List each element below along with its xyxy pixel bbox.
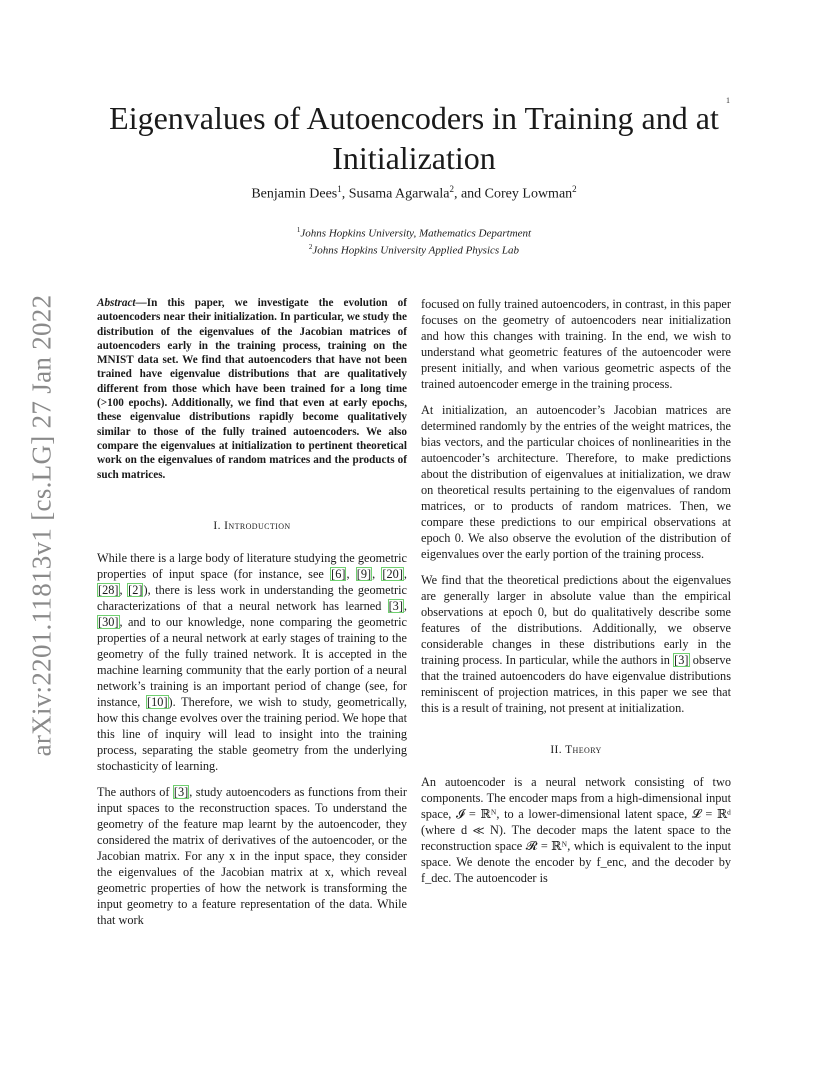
affiliation	[0, 224, 828, 241]
author-list	[0, 184, 828, 203]
text-run: , study autoencoders as functions from their input spaces to the reconstruction spaces. To understand the geometry of the feature map learnt by the autoencoder, they considered the matrix of derivatives of the autoencoder, or the Jacobian matrix. For any x in the input space, they consider the eigenvalues of the Jacobian matrix at x, which reveal geometric properties of how the network is transforming the input geometry to a feature representation of the data. While that work	[97, 784, 407, 927]
citation-link[interactable]: [3]	[173, 784, 189, 799]
affil-mark: 2	[308, 242, 313, 251]
affil-mark: 1	[296, 226, 301, 234]
author-affil-mark: 2	[449, 184, 454, 194]
citation-link[interactable]: [3]	[674, 653, 689, 667]
author-separator: , and	[453, 186, 485, 202]
affiliations	[0, 224, 828, 257]
citation-link[interactable]: [2]	[128, 582, 143, 597]
affil-text: Johns Hopkins University Applied Physics Lab	[312, 244, 520, 257]
abstract	[97, 296, 407, 482]
text-run: ), there is less work in understanding the geometric characterizations of that a neural network has learned	[97, 582, 407, 613]
author-name: Corey Lowman	[484, 186, 573, 202]
arxiv-side-stamp	[24, 290, 60, 760]
affiliation	[0, 241, 828, 258]
abstract-text: —In this paper, we investigate the evolution of autoencoders near their initialization. In particular, we study the distribution of the eigenvalues of the Jacobian matrices of autoencoders early in the training process, training on the MNIST data set. We find that autoencoders that have not been trained have eigenvalue distributions that are qualitatively different from those which have been trained for a long time (>100 epochs). Additionally, we find that even at early epochs, these eigenvalue distributions rapidly become qualitatively similar to those of the fully trained autoencoders. We also compare the eigenvalues at initialization to pertinent theoretical work on the eigenvalues of random matrices and the products of such matrices.	[97, 297, 407, 481]
paragraph: An autoencoder is a neural network consisting of two components. The encoder maps from a high-dimensional input space, 𝓘 = ℝᴺ, to a lower-dimensional latent space, 𝓛 = ℝᵈ (where d ≪ N). The decoder maps the latent space to the reconstruction space 𝓡 = ℝᴺ, which is equivalent to the input space. We denote the encoder by f_enc, and the decoder by f_dec. The autoencoder is	[421, 775, 731, 885]
arxiv-identifier: arXiv:2201.11813v1 [cs.LG] 27 Jan 2022	[26, 294, 57, 756]
section-heading-introduction	[97, 518, 407, 534]
text-run: ). Therefore, we wish to study, geometrically, how this change evolves over the training period. We hope that this line of inquiry will lead to insight into the training process, separating the stable geometry from the underlying stochasticity of learning.	[97, 694, 407, 773]
text-run: The authors of	[97, 784, 173, 799]
citation-link[interactable]: [28]	[98, 582, 119, 597]
paragraph	[421, 572, 731, 716]
text-run: observe that the trained autoencoders do have eigenvalue distributions reminiscent of projection matrices, in this paper we see that this is a result of training, not present at initialization.	[421, 653, 731, 715]
author-name: Benjamin Dees	[251, 186, 338, 202]
text-run: While there is a large body of literature studying the geometric properties of input space (for instance, see	[97, 550, 407, 581]
section-title: I. Introduction	[213, 519, 291, 532]
citation-link[interactable]: [3]	[388, 598, 403, 613]
citation-link[interactable]: [10]	[147, 694, 168, 709]
citation-link[interactable]: [6]	[331, 566, 346, 581]
citation-link[interactable]: [20]	[382, 566, 403, 581]
right-column	[421, 296, 731, 896]
paragraph	[97, 784, 407, 928]
citation-link[interactable]: [30]	[98, 614, 119, 629]
author-separator: ,	[341, 186, 349, 202]
paragraph: While there is a large body of literature studying the geometric properties of input space (for instance, see [6], [9], [20], [28], [2]), there is less work in understanding the geometric characterizations of that a neural network has learned [3], [30], and to our knowledge, none comparing the geometric properties of a neural network at early stages of training to the geometry of the fully trained network. It is accepted in the machine learning community that the early portion of a neural network’s training is an important period of change (see, for instance, [10]). Therefore, we wish to study, geometrically, how this change evolves over the training period. We hope that this line of inquiry will lead to insight into the training process, separating the stable geometry from the underlying stochasticity of learning.	[97, 550, 407, 773]
abstract-label: Abstract	[97, 297, 136, 309]
citation-link[interactable]: [9]	[356, 566, 372, 581]
author-name: Susama Agarwala	[348, 186, 450, 202]
paragraph: At initialization, an autoencoder’s Jacobian matrices are determined randomly by the entries of the weight matrices, the bias vectors, and the particular choices of nonlinearities in the autoencoder’s architecture. Therefore, to make predictions about the distribution of eigenvalues at initialization, we draw on theoretical results pertaining to the eigenvalues of random matrices, or to products of random matrices. Then, we compare these predictions to our empirical observations at epoch 0. We also observe the evolution of the distribution of eigenvalues over the early portion of the training process.	[421, 403, 731, 561]
paper-title: Eigenvalues of Autoencoders in Training and at Initialization	[109, 100, 719, 176]
text-run: , and to our knowledge, none comparing the geometric properties of a neural network at early stages of training to the geometry of the fully trained network. It is accepted in the machine learning community that the early portion of a neural network’s training is an important period of change (see, for instance,	[97, 614, 407, 709]
text-run: We find that the theoretical predictions about the eigenvalues are generally larger in absolute value than the empirical observations at epoch 0, but do qualitatively describe some features of the distributions. Additionally, we observe considerable changes in these distributions early in the training process. In particular, while the authors in	[421, 573, 731, 667]
author-affil-mark: 2	[572, 184, 577, 194]
paragraph: focused on fully trained autoencoders, in contrast, in this paper focuses on the geometry of autoencoders near initialization and how this changes with training. In the end, we wish to understand what geometric features of the autoencoder were present initially, and when various geometric aspects of the trained autoencoder emerge in the training process.	[421, 297, 731, 391]
section-title: II. Theory	[550, 744, 602, 756]
author-affil-mark: 1	[337, 184, 342, 194]
page-number: 1	[726, 96, 730, 105]
section-heading-theory	[421, 742, 731, 758]
affil-text: Johns Hopkins University, Mathematics Department	[300, 227, 532, 240]
left-column	[97, 296, 407, 938]
